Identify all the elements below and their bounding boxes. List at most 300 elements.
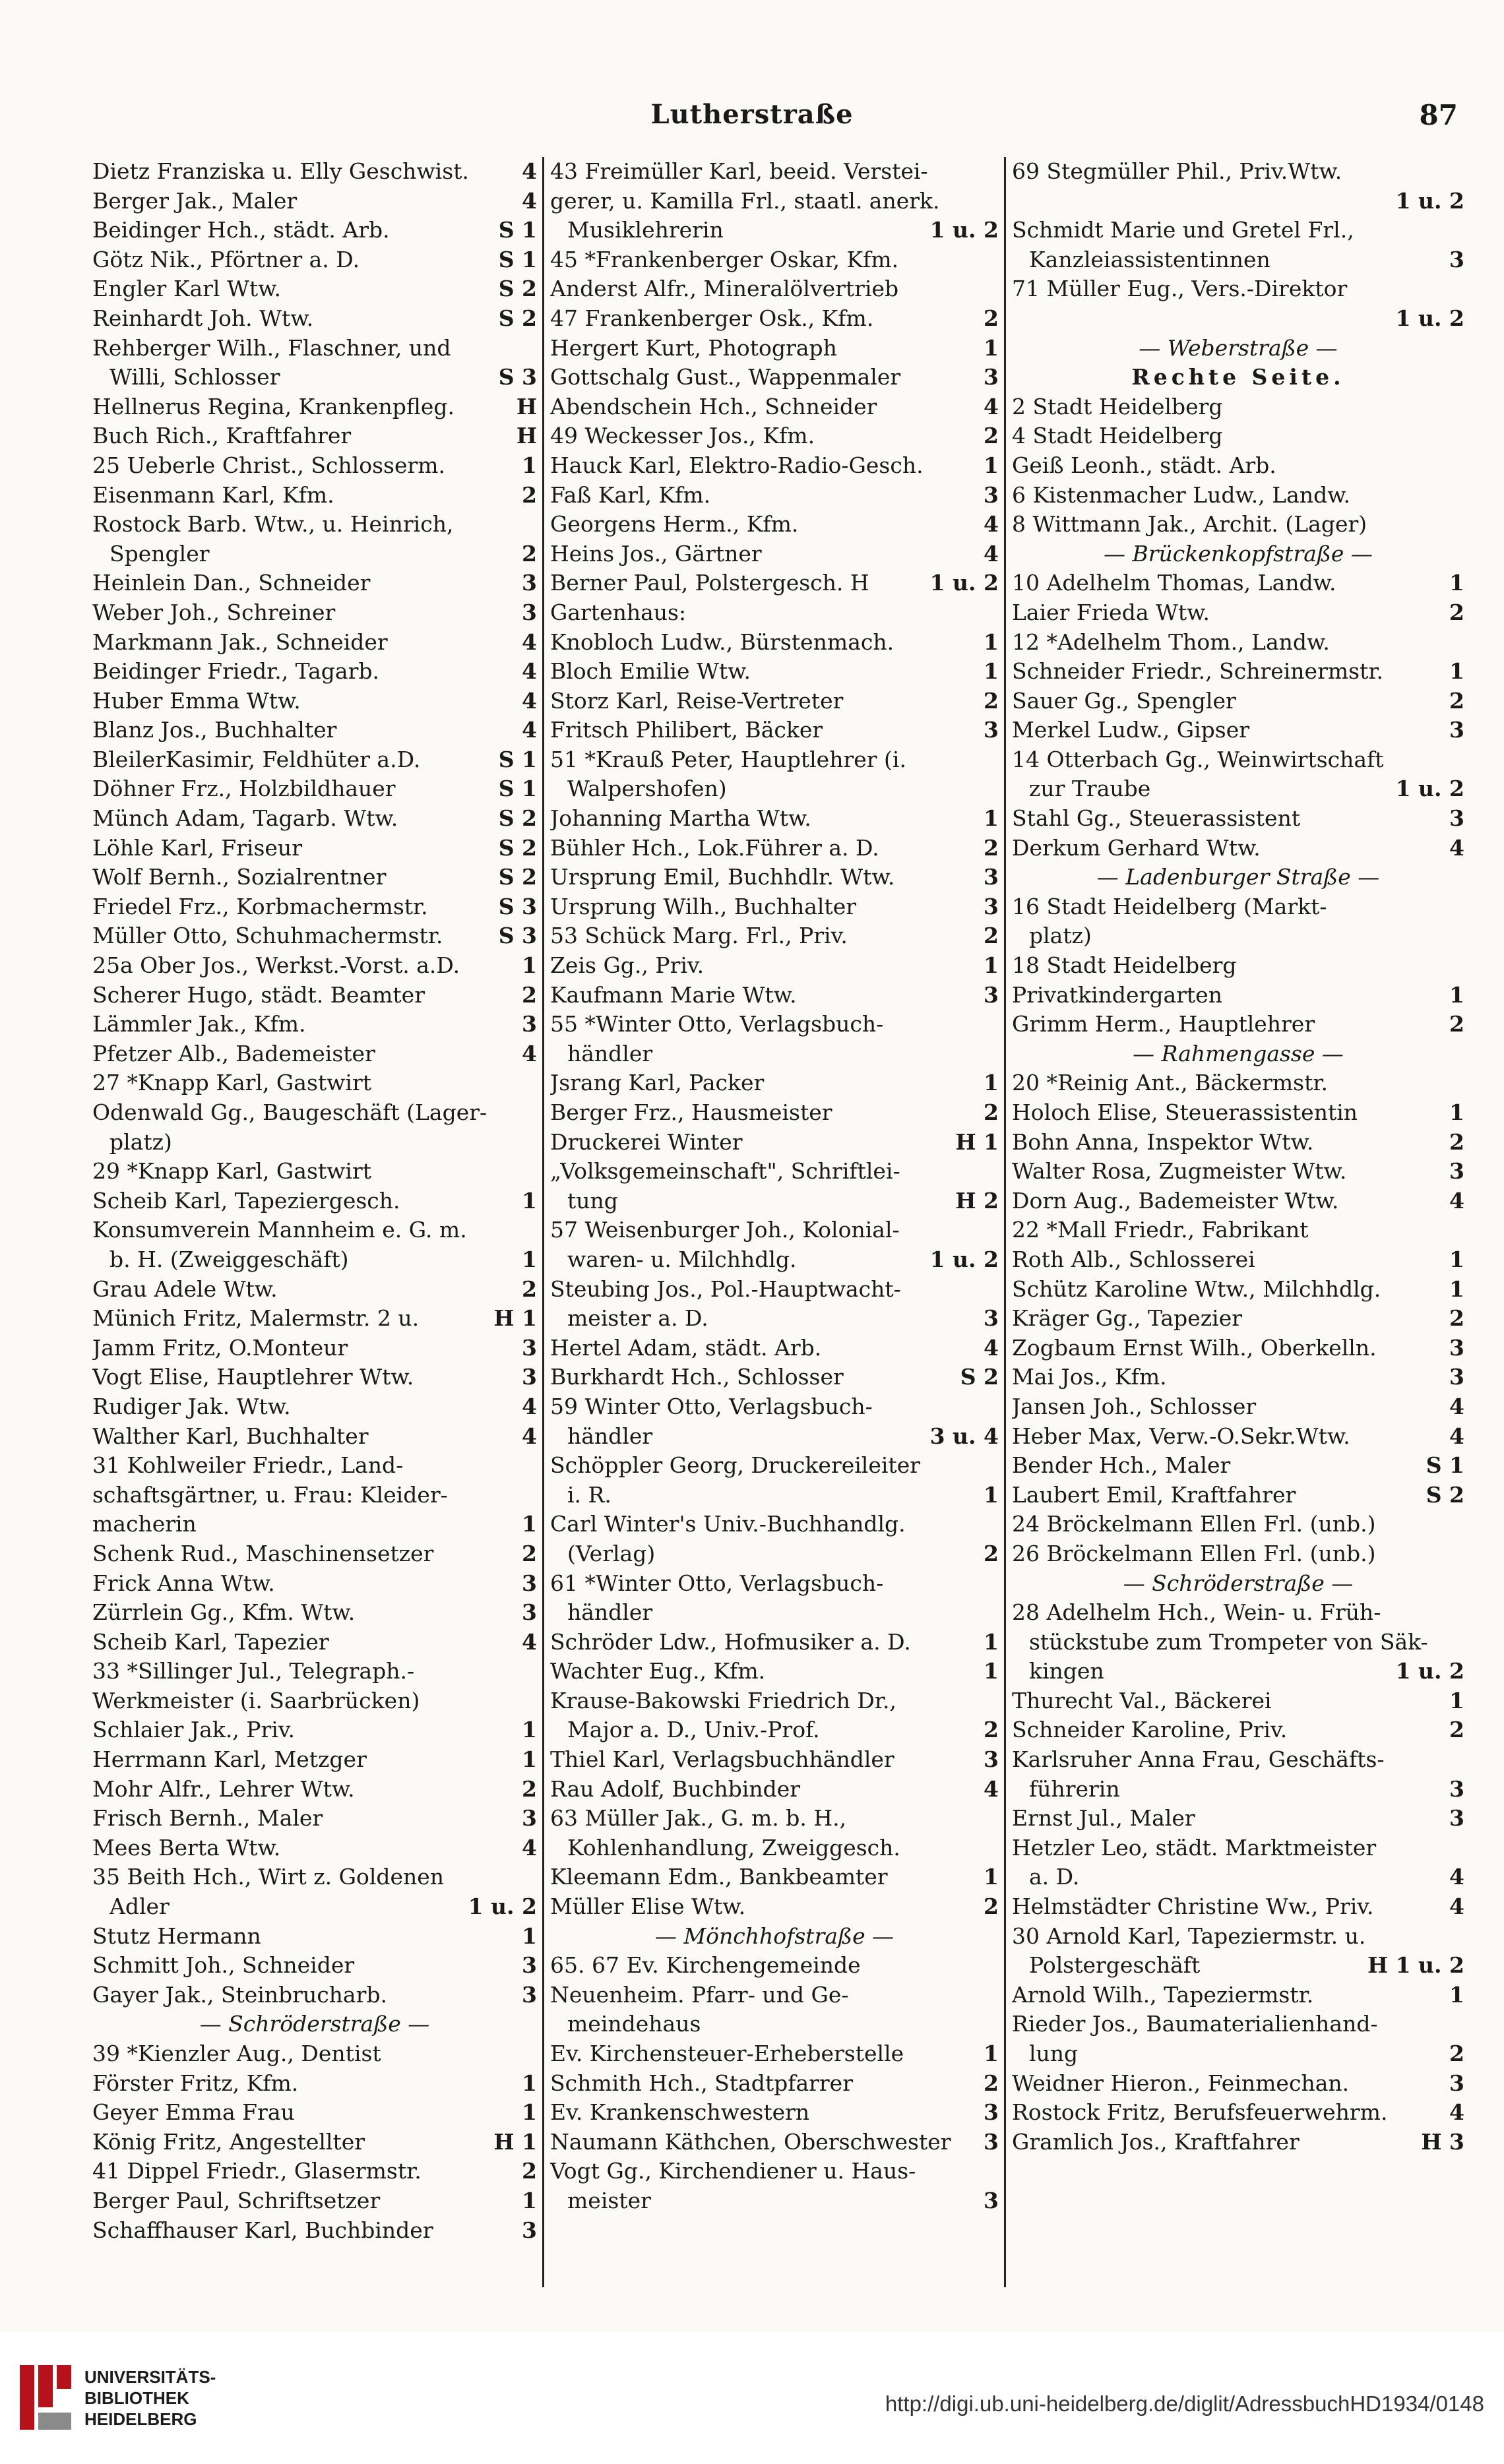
entry-name: 22 *Mall Friedr., Fabrikant — [1012, 1217, 1309, 1243]
street-heading — [1012, 334, 1464, 363]
directory-entry — [1012, 2098, 1464, 2128]
directory-entry — [550, 1833, 999, 1863]
directory-entry — [1012, 216, 1464, 245]
directory-entry — [92, 716, 537, 745]
directory-entry — [1012, 1451, 1464, 1481]
entry-name: 49 Weckesser Jos., Kfm. — [550, 423, 815, 449]
entry-name: Ev. Krankenschwestern — [550, 2099, 810, 2126]
directory-entry — [1012, 1539, 1464, 1569]
entry-name: a. D. — [1029, 1864, 1080, 1890]
entry-name: Merkel Ludw., Gipser — [1012, 717, 1250, 743]
entry-name: Geyer Emma Frau — [92, 2099, 295, 2126]
directory-entry — [1012, 187, 1464, 216]
directory-entry — [550, 421, 999, 451]
directory-entry — [1012, 1422, 1464, 1452]
directory-entry — [1012, 1157, 1464, 1186]
directory-entry — [92, 1951, 537, 1981]
directory-entry — [1012, 774, 1464, 804]
entry-name: Krause-Bakowski Friedrich Dr., — [550, 1687, 897, 1713]
entry-name: Friedel Frz., Korbmachermstr. — [92, 893, 428, 919]
directory-entry — [92, 1422, 537, 1452]
directory-entry — [92, 981, 537, 1010]
entry-floor: 1 u. 2 — [929, 1246, 999, 1272]
entry-name: führerin — [1029, 1775, 1120, 1802]
directory-entry — [1012, 274, 1464, 304]
directory-entry — [92, 539, 537, 569]
entry-name: 41 Dippel Friedr., Glasermstr. — [92, 2158, 422, 2184]
directory-entry — [550, 1598, 999, 1628]
entry-name: Georgens Herm., Kfm. — [550, 511, 799, 538]
entry-name: Dorn Aug., Bademeister Wtw. — [1012, 1187, 1339, 1214]
entry-name: Rudiger Jak. Wtw. — [92, 1393, 291, 1419]
directory-entry — [550, 569, 999, 598]
directory-entry — [92, 363, 537, 392]
directory-entry — [550, 657, 999, 687]
entry-name: Schneider Karoline, Priv. — [1012, 1717, 1288, 1743]
entry-floor: 3 — [522, 1981, 537, 2008]
directory-entry — [550, 363, 999, 392]
directory-entry — [1012, 745, 1464, 775]
entry-name: 20 *Reinig Ant., Bäckermstr. — [1012, 1070, 1328, 1096]
directory-entry — [1012, 481, 1464, 510]
entry-name: Storz Karl, Reise-Vertreter — [550, 687, 844, 714]
entry-name: „Volksgemeinschaft", Schriftlei- — [550, 1158, 900, 1185]
entry-name: Schlaier Jak., Priv. — [92, 1717, 296, 1743]
directory-entry — [1012, 1628, 1464, 1657]
entry-name: Rehberger Wilh., Flaschner, und — [92, 334, 451, 361]
entry-floor: 4 — [1449, 834, 1464, 861]
directory-entry — [550, 1216, 999, 1245]
entry-name: händler — [567, 1423, 653, 1449]
directory-entry — [92, 1892, 537, 1922]
entry-floor: 1 u. 2 — [1395, 187, 1464, 214]
entry-name: Heber Max, Verw.-O.Sekr.Wtw. — [1012, 1423, 1350, 1449]
entry-name: Rostock Fritz, Berufsfeuerwehrm. — [1012, 2099, 1388, 2126]
entry-floor: 1 — [1449, 1099, 1464, 1125]
directory-entry — [550, 216, 999, 245]
directory-entry — [92, 1863, 537, 1892]
directory-entry — [92, 1128, 537, 1157]
entry-floor: 1 — [984, 1628, 999, 1655]
entry-name: 2 Stadt Heidelberg — [1012, 393, 1223, 419]
directory-entry — [1012, 1128, 1464, 1157]
directory-entry — [1012, 1686, 1464, 1716]
directory-entry — [92, 1510, 537, 1539]
directory-entry — [92, 804, 537, 834]
entry-floor: 1 — [1449, 1246, 1464, 1272]
entry-floor: 4 — [522, 1040, 537, 1066]
directory-entry — [1012, 716, 1464, 745]
entry-floor: 2 — [984, 687, 999, 714]
entry-name: Bohn Anna, Inspektor Wtw. — [1012, 1128, 1314, 1155]
entry-floor: 3 — [984, 981, 999, 1008]
entry-floor: H — [516, 393, 537, 419]
entry-floor: 2 — [984, 423, 999, 449]
entry-name: (Verlag) — [567, 1540, 656, 1566]
entry-name: Engler Karl Wtw. — [92, 276, 281, 302]
entry-name: Steubing Jos., Pol.-Hauptwacht- — [550, 1276, 901, 1302]
entry-floor: 2 — [522, 981, 537, 1008]
directory-entry — [92, 1804, 537, 1833]
entry-name: Scheib Karl, Tapeziergesch. — [92, 1187, 400, 1214]
directory-entry — [92, 834, 537, 863]
entry-floor: H 1 — [955, 1128, 999, 1155]
entry-name: händler — [567, 1040, 653, 1066]
entry-floor: H 1 u. 2 — [1367, 1952, 1464, 1979]
entry-floor: 1 — [1449, 981, 1464, 1008]
entry-name: 45 *Frankenberger Oskar, Kfm. — [550, 246, 899, 272]
directory-entry — [92, 657, 537, 687]
entry-name: Sauer Gg., Spengler — [1012, 687, 1236, 714]
directory-entry — [92, 921, 537, 951]
directory-entry — [550, 1245, 999, 1275]
entry-floor: 3 — [522, 1805, 537, 1832]
entry-name: Gramlich Jos., Kraftfahrer — [1012, 2128, 1300, 2155]
entry-name: Markmann Jak., Schneider — [92, 629, 388, 655]
entry-name: Laier Frieda Wtw. — [1012, 599, 1210, 625]
entry-floor: 3 — [984, 2099, 999, 2126]
directory-entry — [1012, 1745, 1464, 1775]
entry-floor: 3 — [984, 1746, 999, 1773]
entry-name: Schmitt Joh., Schneider — [92, 1952, 355, 1979]
directory-entry — [1012, 304, 1464, 334]
directory-entry — [550, 1510, 999, 1539]
entry-name: König Fritz, Angestellter — [92, 2128, 365, 2155]
directory-entry — [1012, 1186, 1464, 1216]
entry-name: Faß Karl, Kfm. — [550, 481, 711, 508]
entry-floor: 2 — [522, 1276, 537, 1302]
entry-floor: H 1 — [493, 2128, 537, 2155]
entry-name: waren- u. Milchhdlg. — [567, 1246, 797, 1272]
entry-floor: H 1 — [493, 1305, 537, 1332]
directory-entry — [1012, 1951, 1464, 1981]
entry-floor: 2 — [984, 305, 999, 331]
entry-floor: S 2 — [498, 276, 537, 302]
entry-floor: 4 — [1449, 1864, 1464, 1890]
directory-entry — [1012, 628, 1464, 658]
entry-name: Heinlein Dan., Schneider — [92, 570, 371, 596]
entry-name: 65. 67 Ev. Kirchengemeinde — [550, 1952, 861, 1979]
entry-name: 26 Bröckelmann Ellen Frl. (unb.) — [1012, 1540, 1376, 1566]
entry-floor: 4 — [984, 1334, 999, 1361]
entry-floor: 4 — [522, 629, 537, 655]
entry-name: kingen — [1029, 1658, 1104, 1684]
directory-entry — [92, 1334, 537, 1363]
column-divider — [1004, 157, 1006, 2287]
entry-name: Schmidt Marie und Gretel Frl., — [1012, 217, 1354, 243]
entry-name: 57 Weisenburger Joh., Kolonial- — [550, 1217, 900, 1243]
entry-name: Derkum Gerhard Wtw. — [1012, 834, 1261, 861]
directory-entry — [92, 451, 537, 481]
entry-floor: 4 — [522, 658, 537, 685]
entry-name: 47 Frankenberger Osk., Kfm. — [550, 305, 874, 331]
entry-name: 39 *Kienzler Aug., Dentist — [92, 2041, 381, 2066]
entry-floor: 3 — [984, 864, 999, 890]
directory-entry — [92, 687, 537, 716]
entry-name: meindehaus — [567, 2011, 701, 2037]
entry-name: Naumann Käthchen, Oberschwester — [550, 2128, 951, 2155]
entry-floor: 3 — [1449, 805, 1464, 832]
entry-name: 27 *Knapp Karl, Gastwirt — [92, 1070, 372, 1096]
directory-entry — [550, 157, 999, 187]
entry-floor: 1 — [522, 1746, 537, 1773]
entry-floor: 1 — [522, 1187, 537, 1214]
page-number: 87 — [1419, 99, 1458, 131]
entry-floor: 1 — [1449, 1687, 1464, 1713]
directory-entry — [550, 1775, 999, 1804]
entry-name: Abendschein Hch., Schneider — [550, 393, 877, 419]
entry-floor: 4 — [1449, 1894, 1464, 1920]
entry-name: Karlsruher Anna Frau, Geschäfts- — [1012, 1746, 1385, 1773]
entry-floor: 2 — [522, 481, 537, 508]
directory-entry — [1012, 1363, 1464, 1392]
entry-name: händler — [567, 1599, 653, 1626]
directory-entry — [1012, 657, 1464, 687]
entry-name: Ursprung Emil, Buchhdlr. Wtw. — [550, 864, 895, 890]
entry-name: Arnold Wilh., Tapeziermstr. — [1012, 1981, 1314, 2008]
entry-name: — Rahmengasse — — [1133, 1040, 1344, 1066]
entry-name: Zogbaum Ernst Wilh., Oberkelln. — [1012, 1334, 1377, 1361]
entry-floor: 3 — [522, 1334, 537, 1361]
directory-entry — [92, 1245, 537, 1275]
entry-floor: 3 — [1449, 2070, 1464, 2096]
entry-floor: 1 u. 2 — [468, 1894, 537, 1920]
directory-entry — [92, 1039, 537, 1069]
entry-name: tung — [567, 1187, 618, 1214]
source-url[interactable]: http://digi.ub.uni-heidelberg.de/diglit/AdressbuchHD1934/0148 — [885, 2391, 1484, 2416]
entry-floor: 4 — [984, 1775, 999, 1802]
entry-floor: 2 — [1449, 599, 1464, 625]
directory-entry — [550, 1863, 999, 1892]
entry-name: meister — [567, 2187, 651, 2213]
entry-name: — Ladenburger Straße — — [1096, 864, 1380, 890]
entry-floor: 3 u. 4 — [929, 1423, 999, 1449]
entry-name: Pfetzer Alb., Bademeister — [92, 1040, 375, 1066]
entry-name: Mai Jos., Kfm. — [1012, 1364, 1167, 1390]
entry-name: Ernst Jul., Maler — [1012, 1805, 1195, 1832]
directory-entry — [92, 1833, 537, 1863]
entry-name: Löhle Karl, Friseur — [92, 834, 302, 861]
directory-entry — [550, 1951, 999, 1981]
entry-name: Hellnerus Regina, Krankenpfleg. — [92, 393, 455, 419]
entry-name: — Brückenkopfstraße — — [1104, 540, 1373, 567]
entry-name: Privatkindergarten — [1012, 981, 1222, 1008]
directory-entry — [92, 216, 537, 245]
entry-name: Major a. D., Univ.-Prof. — [567, 1717, 820, 1743]
entry-floor: 1 — [984, 1864, 999, 1890]
directory-entry — [1012, 1892, 1464, 1922]
entry-floor: 4 — [1449, 1393, 1464, 1419]
entry-name: Förster Fritz, Kfm. — [92, 2070, 299, 2096]
entry-name: Berner Paul, Polstergesch. H — [550, 570, 869, 596]
entry-name: Huber Emma Wtw. — [92, 687, 301, 714]
directory-entry — [1012, 1010, 1464, 1039]
entry-name: Berger Jak., Maler — [92, 187, 298, 214]
entry-name: Schaffhauser Karl, Buchbinder — [92, 2217, 433, 2243]
directory-entry — [92, 1363, 537, 1392]
entry-floor: 3 — [1449, 1805, 1464, 1832]
entry-name: Burkhardt Hch., Schlosser — [550, 1364, 844, 1390]
entry-name: 18 Stadt Heidelberg — [1012, 952, 1237, 979]
entry-name: lung — [1029, 2041, 1079, 2066]
entry-name: Knobloch Ludw., Bürstenmach. — [550, 629, 894, 655]
entry-name: Gartenhaus: — [550, 599, 687, 625]
entry-floor: 3 — [984, 893, 999, 919]
entry-floor: 2 — [1449, 1305, 1464, 1332]
entry-floor: 4 — [522, 1628, 537, 1655]
entry-name: schaftsgärtner, u. Frau: Kleider- — [92, 1481, 448, 1508]
directory-entry — [550, 716, 999, 745]
entry-name: Dietz Franziska u. Elly Geschwist. — [92, 158, 469, 184]
entry-name: Rechte Seite. — [1131, 364, 1345, 390]
entry-name: Schneider Friedr., Schreinermstr. — [1012, 658, 1383, 685]
directory-entry — [550, 1068, 999, 1098]
directory-entry — [1012, 834, 1464, 863]
footer — [0, 2332, 1504, 2464]
column-1 — [92, 157, 537, 2294]
entry-name: Rieder Jos., Baumaterialienhand- — [1012, 2011, 1378, 2037]
page-title: Lutherstraße — [650, 99, 854, 130]
entry-floor: 1 — [984, 658, 999, 685]
directory-entry — [550, 1128, 999, 1157]
entry-name: Kaufmann Marie Wtw. — [550, 981, 797, 1008]
directory-entry — [1012, 687, 1464, 716]
directory-entry — [1012, 1510, 1464, 1539]
entry-floor: 1 — [984, 629, 999, 655]
entry-name: 51 *Krauß Peter, Hauptlehrer (i. — [550, 746, 906, 772]
entry-floor: 2 — [522, 1775, 537, 1802]
library-name-line: HEIDELBERG — [84, 2409, 197, 2429]
directory-entry — [92, 304, 537, 334]
entry-name: BleilerKasimir, Feldhüter a.D. — [92, 746, 421, 772]
directory-entry — [1012, 598, 1464, 628]
entry-name: Schmith Hch., Stadtpfarrer — [550, 2070, 853, 2096]
directory-entry — [550, 1892, 999, 1922]
library-logo[interactable] — [16, 2361, 214, 2434]
entry-name: 59 Winter Otto, Verlagsbuch- — [550, 1393, 873, 1419]
entry-name: Reinhardt Joh. Wtw. — [92, 305, 314, 331]
entry-floor: 2 — [984, 923, 999, 949]
entry-name: Kräger Gg., Tapezier — [1012, 1305, 1242, 1332]
entry-name: Wachter Eug., Kfm. — [550, 1658, 766, 1684]
directory-columns — [92, 157, 1464, 2294]
entry-name: 71 Müller Eug., Vers.-Direktor — [1012, 276, 1348, 302]
entry-floor: 1 — [522, 1923, 537, 1949]
entry-name: Schütz Karoline Wtw., Milchhdlg. — [1012, 1276, 1381, 1302]
directory-entry — [550, 1981, 999, 2010]
entry-name: Rau Adolf, Buchbinder — [550, 1775, 801, 1802]
directory-entry — [550, 1451, 999, 1481]
entry-floor: S 1 — [498, 776, 537, 802]
entry-floor: 4 — [1449, 1423, 1464, 1449]
directory-entry — [92, 569, 537, 598]
entry-floor: S 3 — [498, 364, 537, 390]
entry-name: Anderst Alfr., Mineralölvertrieb — [550, 276, 899, 302]
entry-name: Polstergeschäft — [1029, 1952, 1201, 1979]
entry-name: Stahl Gg., Steuerassistent — [1012, 805, 1301, 832]
entry-floor: 4 — [522, 187, 537, 214]
directory-entry — [92, 1098, 537, 1128]
entry-floor: 2 — [984, 1540, 999, 1566]
column-3 — [1012, 157, 1464, 2294]
directory-entry — [1012, 1304, 1464, 1334]
entry-name: Bloch Emilie Wtw. — [550, 658, 751, 685]
entry-floor: 2 — [522, 1540, 537, 1566]
entry-name: Willi, Schlosser — [110, 364, 280, 390]
entry-name: 6 Kistenmacher Ludw., Landw. — [1012, 481, 1351, 508]
entry-floor: S 2 — [498, 834, 537, 861]
entry-floor: 4 — [984, 393, 999, 419]
entry-name: Müller Otto, Schuhmachermstr. — [92, 923, 443, 949]
entry-floor: 1 — [1449, 570, 1464, 596]
directory-entry — [1012, 421, 1464, 451]
entry-floor: 3 — [1449, 1775, 1464, 1802]
entry-floor: S 3 — [498, 923, 537, 949]
directory-entry — [1012, 981, 1464, 1010]
entry-floor: 3 — [1449, 1158, 1464, 1185]
entry-floor: 3 — [1449, 1334, 1464, 1361]
entry-name: Kohlenhandlung, Zweiggesch. — [567, 1834, 900, 1861]
entry-floor: 2 — [984, 1099, 999, 1125]
directory-entry — [92, 1775, 537, 1804]
directory-entry — [550, 187, 999, 216]
directory-entry — [550, 863, 999, 892]
entry-floor: 1 u. 2 — [1395, 776, 1464, 802]
directory-entry — [1012, 921, 1464, 951]
entry-floor: 2 — [1449, 2041, 1464, 2066]
entry-floor: S 3 — [498, 893, 537, 919]
entry-floor: 3 — [984, 1305, 999, 1332]
entry-floor: 2 — [1449, 1128, 1464, 1155]
entry-name: Beidinger Friedr., Tagarb. — [92, 658, 379, 685]
directory-entry — [1012, 1715, 1464, 1745]
directory-entry — [550, 1098, 999, 1128]
directory-entry — [92, 334, 537, 363]
entry-name: Jansen Joh., Schlosser — [1012, 1393, 1257, 1419]
entry-name: Mees Berta Wtw. — [92, 1834, 281, 1861]
directory-entry — [1012, 1833, 1464, 1863]
entry-name: Götz Nik., Pförtner a. D. — [92, 246, 360, 272]
directory-entry — [550, 1745, 999, 1775]
entry-floor: 1 — [522, 2099, 537, 2126]
entry-name: 43 Freimüller Karl, beeid. Verstei- — [550, 158, 928, 184]
entry-floor: 4 — [522, 717, 537, 743]
entry-floor: 3 — [984, 2128, 999, 2155]
entry-floor: 4 — [1449, 1187, 1464, 1214]
entry-floor: 3 — [522, 570, 537, 596]
entry-floor: S 2 — [498, 305, 537, 331]
entry-floor: 2 — [522, 540, 537, 567]
library-name-line: UNIVERSITÄTS- — [84, 2367, 216, 2387]
entry-floor: 1 — [522, 1511, 537, 1537]
entry-name: Werkmeister (i. Saarbrücken) — [92, 1687, 420, 1713]
entry-floor: 1 — [984, 1481, 999, 1508]
directory-entry — [92, 1715, 537, 1745]
entry-name: Döhner Frz., Holzbildhauer — [92, 776, 396, 802]
entry-name: Carl Winter's Univ.-Buchhandlg. — [550, 1511, 906, 1537]
directory-entry — [550, 304, 999, 334]
entry-name: Hauck Karl, Elektro-Radio-Gesch. — [550, 452, 924, 478]
directory-entry — [550, 1186, 999, 1216]
directory-entry — [92, 1745, 537, 1775]
directory-entry — [92, 1451, 537, 1481]
entry-floor: 3 — [522, 1599, 537, 1626]
directory-entry — [550, 1686, 999, 1716]
entry-name: Spengler — [110, 540, 210, 567]
directory-entry — [550, 539, 999, 569]
entry-name: — Mönchhofstraße — — [654, 1923, 894, 1949]
directory-entry — [550, 2128, 999, 2157]
